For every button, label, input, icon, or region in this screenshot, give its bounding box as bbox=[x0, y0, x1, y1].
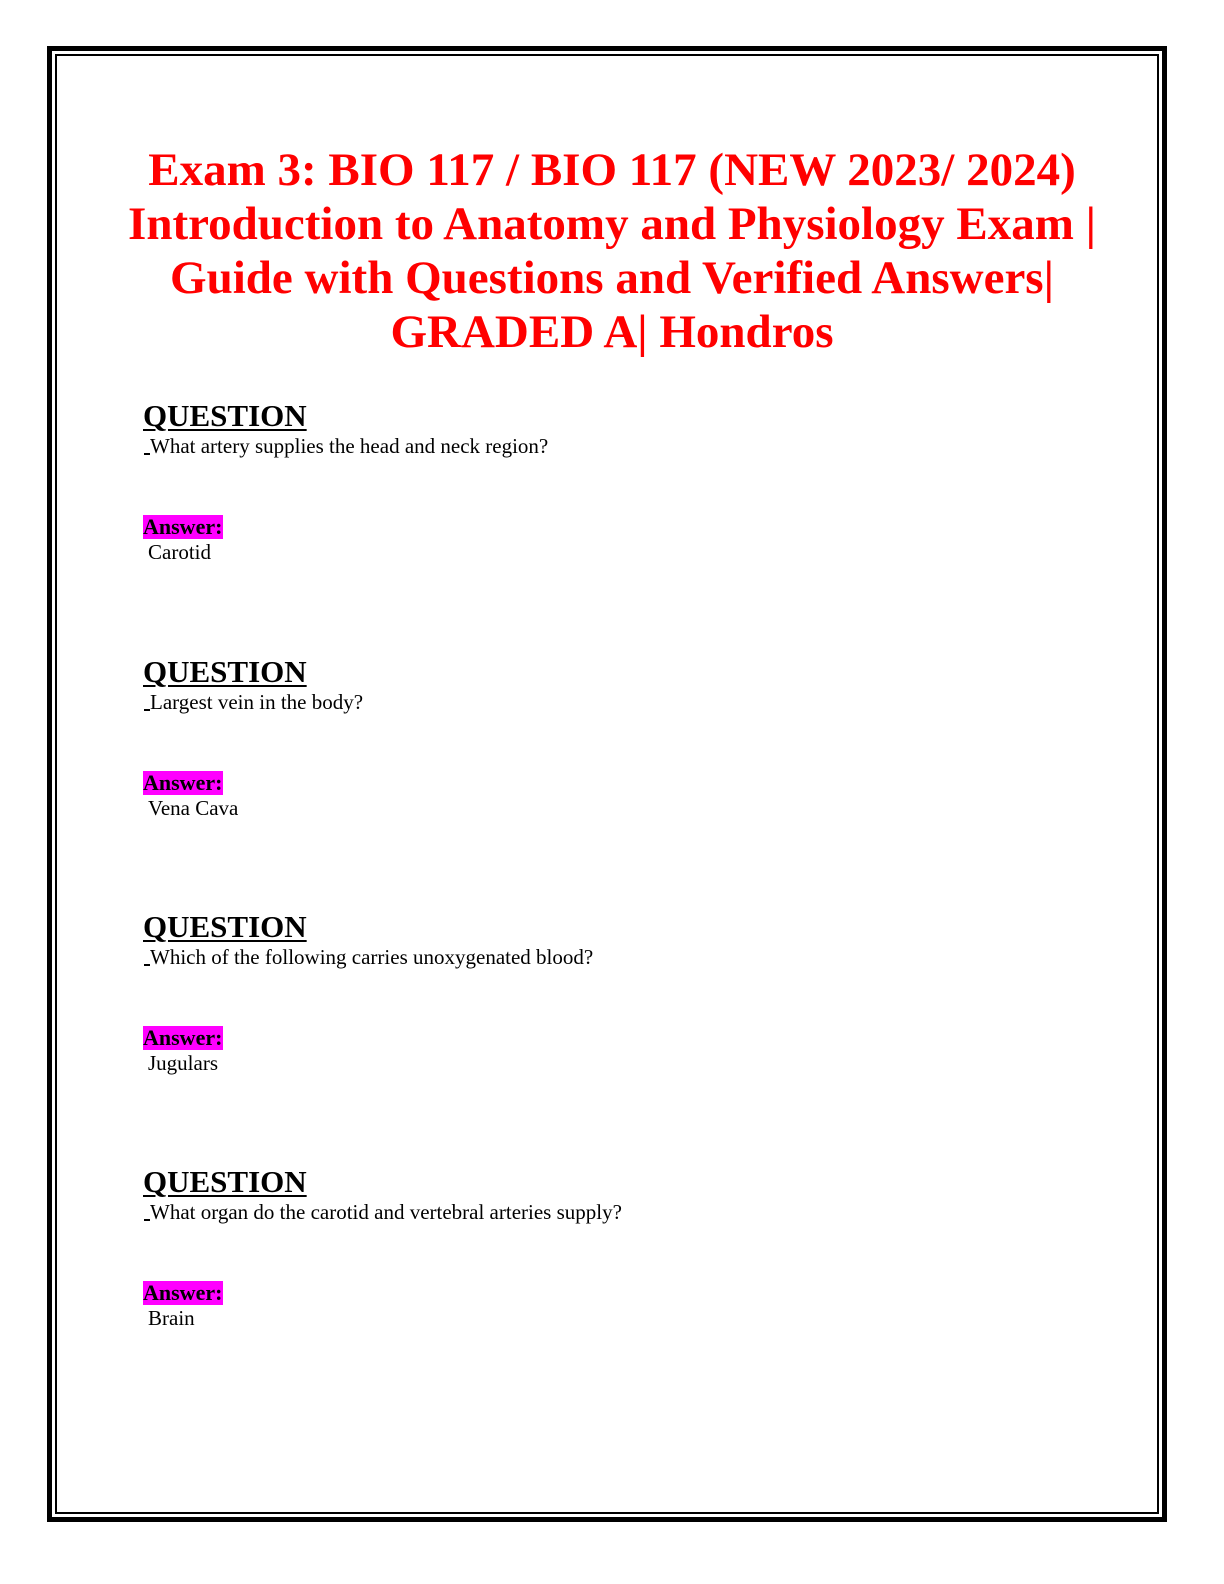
bullet-marker bbox=[144, 709, 150, 711]
question-text bbox=[143, 433, 1103, 459]
question-block-1 bbox=[143, 399, 1103, 565]
question-text bbox=[143, 689, 1103, 715]
question-text-value: Which of the following carries unoxygenated blood? bbox=[150, 945, 594, 969]
document-title: Exam 3: BIO 117 / BIO 117 (NEW 2023/ 2024) Introduction to Anatomy and Physiology Exam | Guide with Questions and Verified Answers| GRADED A| Hondros bbox=[128, 144, 1096, 358]
answer-text: Jugulars bbox=[148, 1051, 218, 1075]
question-text bbox=[143, 944, 1103, 970]
answer-text: Brain bbox=[148, 1306, 195, 1330]
answer-text: Vena Cava bbox=[148, 796, 239, 820]
answer-label: Answer: bbox=[143, 770, 223, 795]
question-text bbox=[143, 1199, 1103, 1225]
answer-label: Answer: bbox=[143, 514, 223, 539]
question-heading: QUESTION bbox=[143, 909, 307, 944]
bullet-marker bbox=[144, 1219, 150, 1221]
question-block-4 bbox=[143, 1165, 1103, 1331]
question-heading: QUESTION bbox=[143, 398, 307, 433]
question-block-3 bbox=[143, 910, 1103, 1076]
question-text-value: What organ do the carotid and vertebral arteries supply? bbox=[150, 1200, 622, 1224]
question-heading: QUESTION bbox=[143, 654, 307, 689]
question-text-value: Largest vein in the body? bbox=[150, 690, 364, 714]
question-text-value: What artery supplies the head and neck region? bbox=[150, 434, 549, 458]
question-block-2 bbox=[143, 655, 1103, 821]
bullet-marker bbox=[144, 453, 150, 455]
answer-text: Carotid bbox=[148, 540, 211, 564]
answer-label: Answer: bbox=[143, 1280, 223, 1305]
answer-label: Answer: bbox=[143, 1025, 223, 1050]
question-heading: QUESTION bbox=[143, 1164, 307, 1199]
bullet-marker bbox=[144, 964, 150, 966]
